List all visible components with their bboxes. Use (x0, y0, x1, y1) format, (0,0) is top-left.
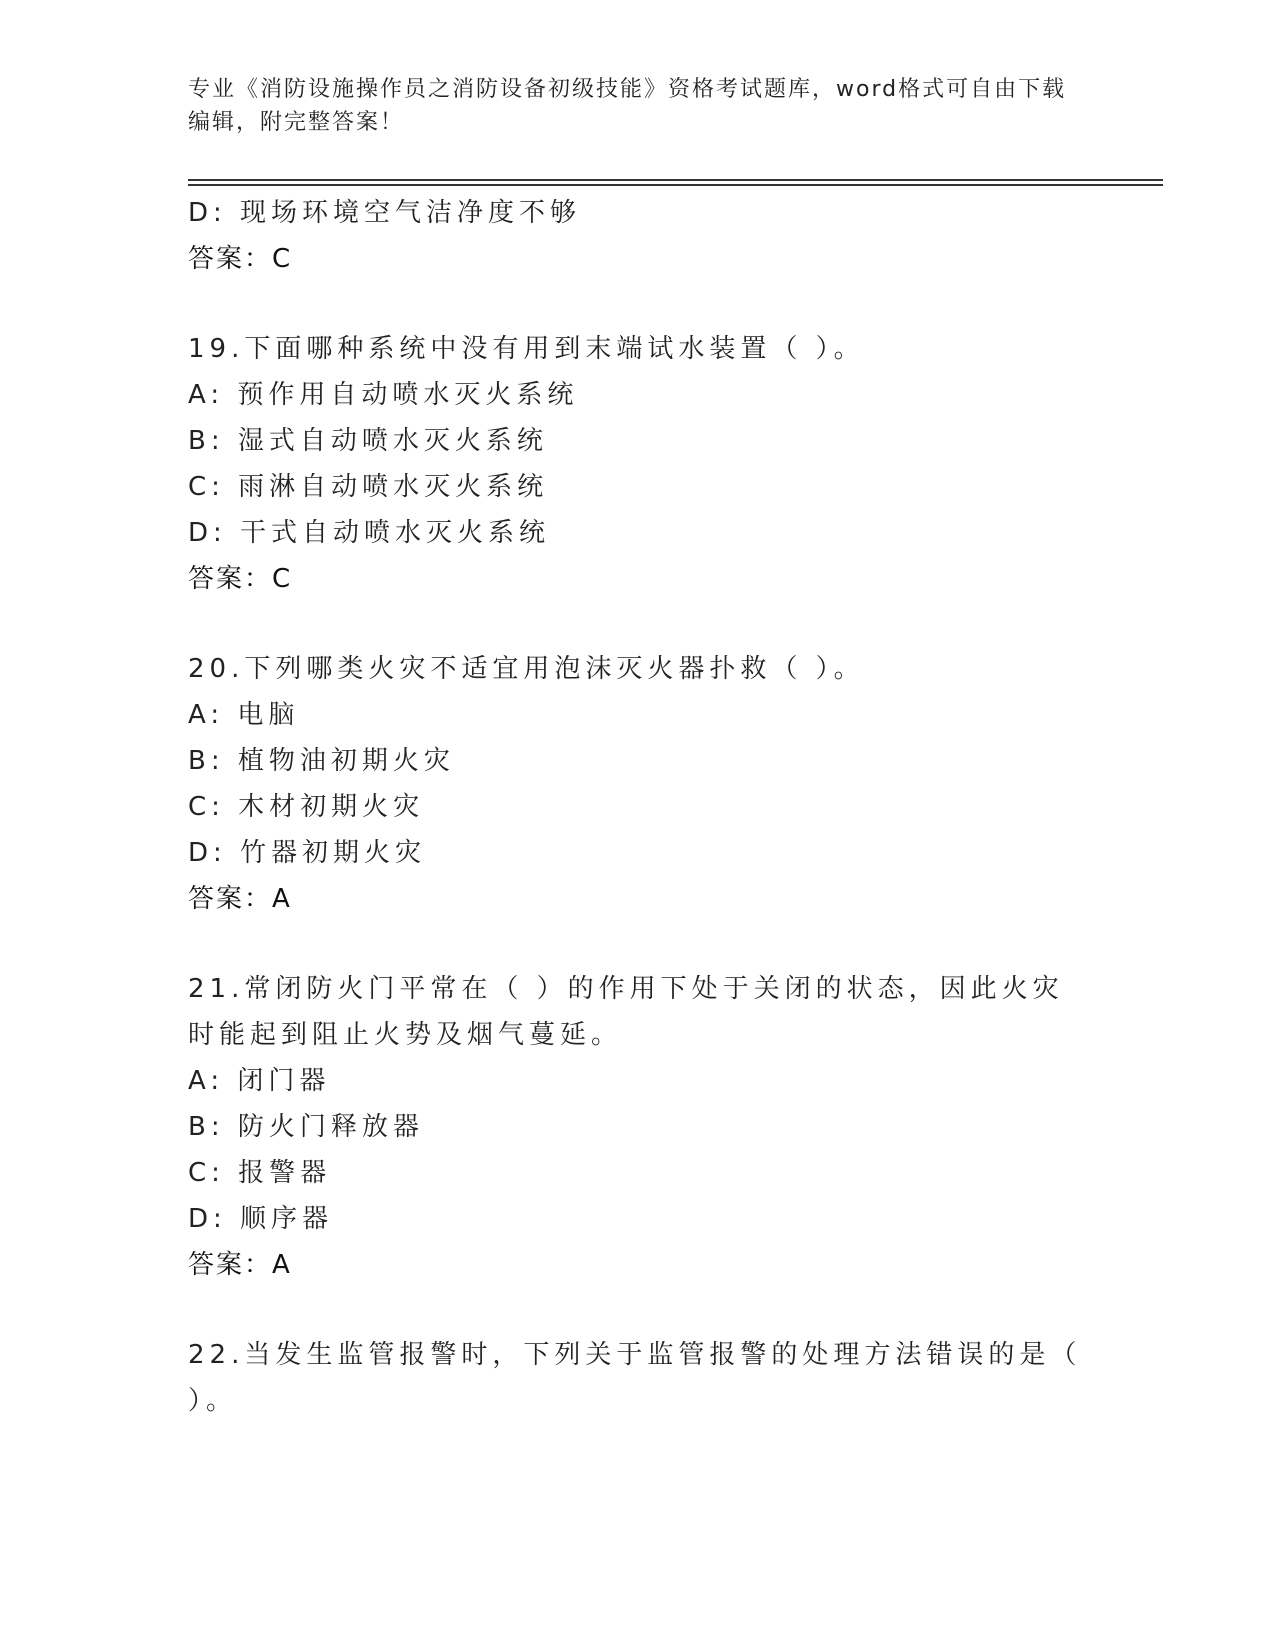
question-stem: 22.当发生监管报警时，下列关于监管报警的处理方法错误的是（ ）。 (188, 1340, 1082, 1416)
header-divider-top (188, 179, 1163, 181)
answer: 答案：C (188, 564, 293, 594)
option-b: B: 防火门释放器 (188, 1112, 424, 1142)
option-c: C: 雨淋自动喷水灭火系统 (188, 472, 549, 502)
prev-option-d: D: 现场环境空气洁净度不够 (188, 198, 582, 228)
question-19 (188, 326, 1163, 602)
question-20 (188, 646, 1163, 922)
question-stem: 19.下面哪种系统中没有用到末端试水装置（ ）。 (188, 334, 865, 364)
option-d: D: 竹器初期火灾 (188, 838, 427, 868)
question-22 (188, 1332, 1163, 1424)
option-d: D: 顺序器 (188, 1204, 334, 1234)
option-c: C: 木材初期火灾 (188, 792, 425, 822)
header-divider-bottom (188, 184, 1163, 186)
option-b: B: 湿式自动喷水灭火系统 (188, 426, 548, 456)
question-21 (188, 966, 1163, 1288)
option-a: A: 电脑 (188, 700, 300, 730)
option-d: D: 干式自动喷水灭火系统 (188, 518, 551, 548)
option-c: C: 报警器 (188, 1158, 332, 1188)
option-a: A: 闭门器 (188, 1066, 331, 1096)
question-stem: 20.下列哪类火灾不适宜用泡沫灭火器扑救（ ）。 (188, 654, 865, 684)
question-content (188, 190, 1163, 1424)
prev-answer: 答案：C (188, 244, 293, 274)
question-stem: 21.常闭防火门平常在（ ）的作用下处于关闭的状态，因此火灾时能起到阻止火势及烟气蔓延。 (188, 974, 1064, 1050)
answer: 答案：A (188, 884, 292, 914)
option-b: B: 植物油初期火灾 (188, 746, 455, 776)
document-header: 专业《消防设施操作员之消防设备初级技能》资格考试题库，word格式可自由下载编辑，附完整答案！ (188, 77, 1067, 135)
answer: 答案：A (188, 1250, 292, 1280)
option-a: A: 预作用自动喷水灭火系统 (188, 380, 579, 410)
